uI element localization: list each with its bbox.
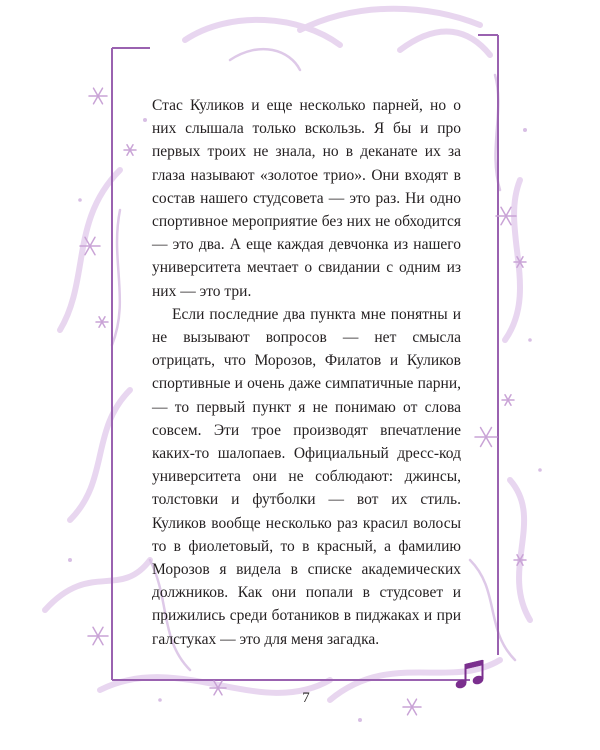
body-text bbox=[152, 94, 461, 651]
paragraph: Стас Куликов и еще несколько парней, но о них слышала только вскользь. Я бы и про первых троих не знала, но в деканате их за глаза называют «золотое трио». Они входят в состав нашего студсовета — это раз. Ни одно спортивное мероприятие без них не обходится — это два. А еще каждая девчонка из нашего университета мечтает о свидании с одним из них — это три. bbox=[152, 97, 461, 300]
page-number: 7 bbox=[302, 690, 310, 706]
music-note-icon bbox=[455, 660, 484, 689]
paragraph: Если последние два пункта мне понятны и не вызывают вопросов — нет смысла отрицать, что Морозов, Филатов и Куликов спортивные и очень даже симпатичные парни, — то первый пункт я не понимаю от слова совсем. Эти трое производят впечатление каких-то шалопаев. Официальный дресс-код университета они не соблюдают: джинсы, толстовки и футболки — вот их стиль. Куликов вообще несколько раз красил волосы то в фиолетовый, то в красный, а фамилию Морозов я видела в списке академических должников. Как они попали в студсовет и прижились среди ботаников в пиджаках и при галстуках — это для меня загадка. bbox=[152, 305, 461, 648]
